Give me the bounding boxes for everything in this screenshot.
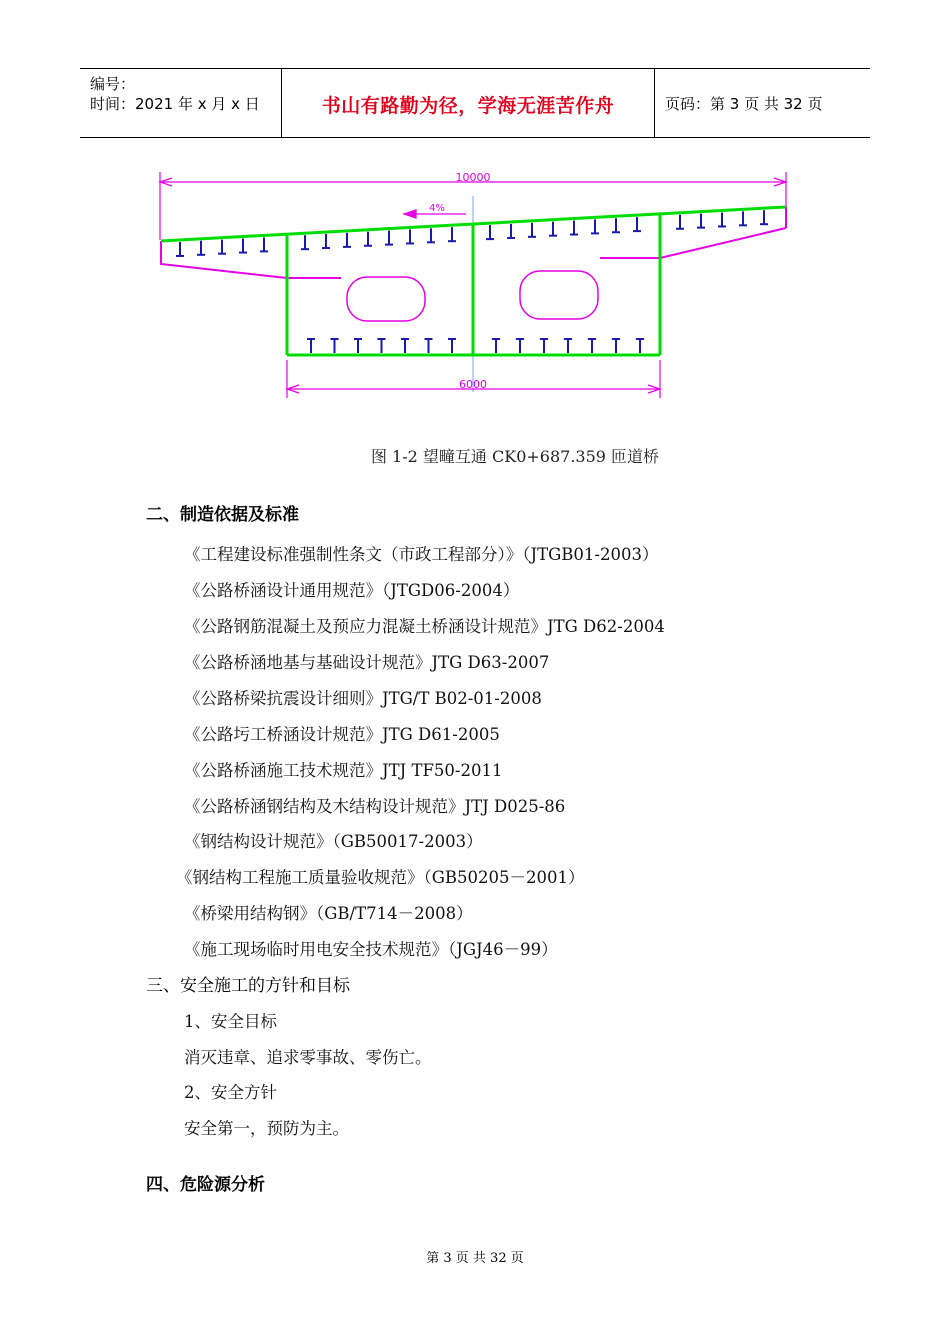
standard-item: 《钢结构工程施工质量验收规范》（GB50205－2001） (176, 868, 585, 887)
hand-hole-left (347, 277, 425, 321)
dim-bottom-label: 6000 (459, 378, 487, 391)
standard-item: 《公路圬工桥涵设计规范》JTG D61-2005 (184, 725, 500, 744)
safety-policy-text: 安全第一，预防为主。 (184, 1119, 349, 1138)
header-page-number: 页码：第 3 页 共 32 页 (665, 95, 823, 113)
standard-item: 《钢结构设计规范》（GB50017-2003） (184, 832, 483, 851)
header-motto: 书山有路勤为径，学海无涯苦作舟 (321, 95, 615, 117)
section-heading-4: 四、危险源分析 (146, 1175, 265, 1195)
safety-policy-title: 2、安全方针 (184, 1083, 277, 1102)
header-date: 时间：2021 年 x 月 x 日 (90, 95, 260, 113)
section-heading-3 (146, 971, 350, 996)
standard-item: 《公路桥梁抗震设计细则》JTG/T B02-01-2008 (184, 689, 542, 708)
standard-item: 《公路桥涵设计通用规范》（JTGD06-2004） (184, 581, 520, 600)
bottom-ribs (307, 339, 644, 353)
standard-item: 《公路桥涵钢结构及木结构设计规范》JTJ D025-86 (184, 797, 566, 816)
standard-item: 《公路桥涵施工技术规范》JTJ TF50-2011 (184, 761, 503, 780)
slope-label: 4% (429, 203, 445, 214)
standard-item: 《公路桥涵地基与基础设计规范》JTG D63-2007 (184, 653, 550, 672)
figure-caption: 图 1-2 望疃互通 CK0+687.359 匝道桥 (370, 447, 660, 466)
safety-goal-text: 消灭违章、追求零事故、零伤亡。 (184, 1048, 432, 1067)
hand-hole-right (520, 271, 598, 319)
section-heading-2: 二、制造依据及标准 (146, 505, 299, 525)
standard-item: 《桥梁用结构钢》（GB/T714－2008） (184, 904, 473, 923)
section-heading-3-text: 三、安全施工的方针和目标 (146, 976, 350, 996)
bridge-cross-section-figure (0, 0, 950, 440)
standard-item: 《施工现场临时用电安全技术规范》（JGJ46－99） (184, 940, 558, 959)
dim-top-label: 10000 (455, 171, 491, 184)
page-footer: 第 3 页 共 32 页 (426, 1251, 524, 1266)
box-girder (161, 207, 786, 355)
standard-item: 《工程建设标准强制性条文（市政工程部分）》（JTGB01-2003） (184, 545, 659, 564)
header-number: 编号： (90, 75, 136, 93)
standard-item: 《公路钢筋混凝土及预应力混凝土桥涵设计规范》JTG D62-2004 (184, 617, 665, 636)
safety-goal-title: 1、安全目标 (184, 1012, 277, 1031)
